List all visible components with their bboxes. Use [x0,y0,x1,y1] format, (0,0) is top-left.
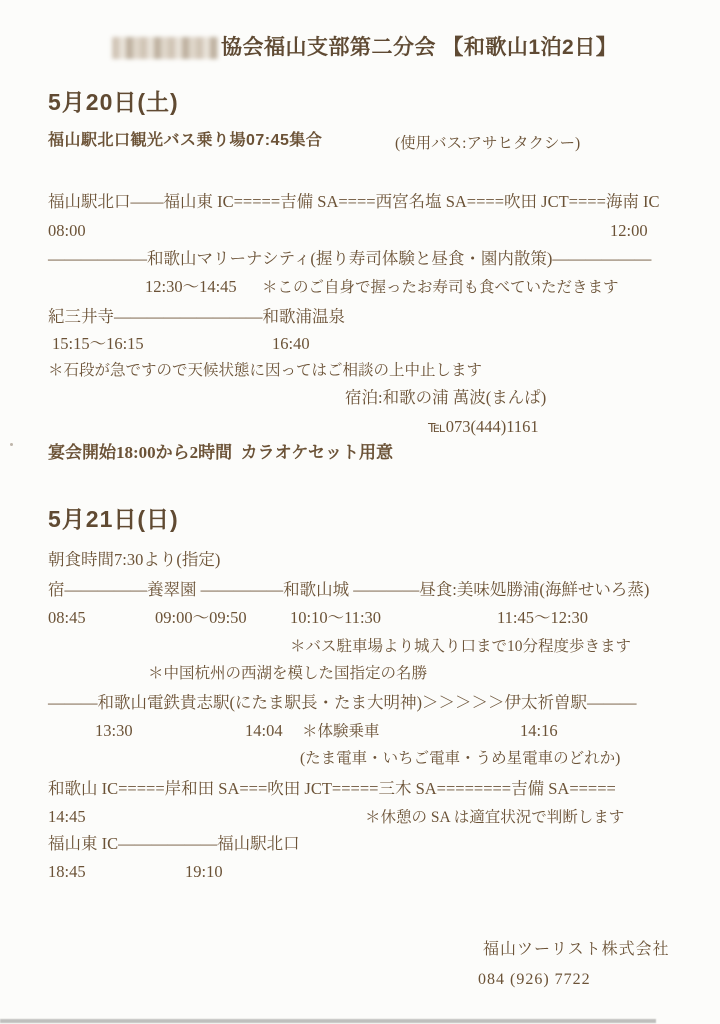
day2-final-depart-time: 18:45 [48,862,86,881]
day1-marina-line: ――――――和歌山マリーナシティ(握り寿司体験と昼食・園内散策)―――――― [48,249,652,268]
day1-kimiidera-line: 紀三井寺―――――――――和歌浦温泉 [48,307,345,326]
day1-lodging: 宿泊:和歌の浦 萬波(まんぱ) [345,388,547,407]
day1-depart-time: 08:00 [48,221,86,240]
day2-time-garden: 09:00〜09:50 [155,608,247,627]
scan-edge-line [0,1019,656,1023]
day2-idakiso-arrive-time: 14:16 [520,721,558,740]
day1-outbound-route: 福山駅北口――福山東 IC=====吉備 SA====西宮名塩 SA====吹田 JCT====海南 IC [48,192,660,211]
day1-heading: 5月20日(土) [48,89,179,115]
day2-return-route: 和歌山 IC=====岸和田 SA===吹田 JCT=====三木 SA========吉備 SA===== [48,779,616,798]
day1-banquet: 宴会開始18:00から2時間 カラオケセット用意 [48,443,393,462]
day2-morning-route: 宿―――――養翠園 ―――――和歌山城 ――――昼食:美味処勝浦(海鮮せいろ蒸) [48,580,650,599]
day1-lodging-tel: ℡073(444)1161 [428,417,539,436]
day1-bus-note: (使用バス:アサヒタクシー) [395,135,581,152]
day2-final-route: 福山東 IC――――――福山駅北口 [48,834,300,853]
day2-train-kind-note: (たま電車・いちご電車・うめ星電車のどれか) [300,750,621,767]
day2-breakfast: 朝食時間7:30より(指定) [48,550,221,569]
day2-time-castle: 10:10〜11:30 [290,608,382,627]
day2-time-hotel: 08:45 [48,608,86,627]
day2-time-lunch: 11:45〜12:30 [497,608,589,627]
day2-final-arrive-time: 19:10 [185,862,223,881]
day2-train-route: ―――和歌山電鉄貴志駅(にたま駅長・たま大明神)＞＞＞＞＞伊太祈曽駅――― [48,693,637,712]
day1-meeting-point: 福山駅北口観光バス乗り場07:45集合 [48,132,323,149]
day1-marina-note: ＊このご自身で握ったお寿司も食べていただきます [262,279,619,296]
day2-return-depart-time: 14:45 [48,807,86,826]
day1-onsen-time: 16:40 [272,334,310,353]
day2-ride-note: ＊体験乗車 [302,723,380,740]
day2-garden-note: ＊中国杭州の西湖を模した国指定の名勝 [148,665,428,682]
day1-kimiidera-time: 15:15〜16:15 [52,334,144,353]
day2-heading: 5月21日(日) [48,506,179,532]
day2-kishi-depart-time: 13:30 [95,721,133,740]
day2-ride-depart-time: 14:04 [245,721,283,740]
day2-castle-note: ＊バス駐車場より城入り口まで10分程度歩きます [290,638,632,655]
scan-speck [10,443,13,446]
footer-phone-number: 084 (926) 7722 [478,971,591,988]
footer-company-name: 福山ツーリスト株式会社 [483,941,670,958]
document-title: 協会福山支部第二分会 【和歌山1泊2日】 [221,36,618,59]
day1-marina-time: 12:30〜14:45 [145,277,237,296]
day1-stairs-note: ＊石段が急ですので天候状態に因ってはご相談の上中止します [48,362,483,379]
day2-sa-note: ＊休憩の SA は適宜状況で判断します [365,809,625,826]
day1-arrive-time: 12:00 [610,221,648,240]
redacted-text-block [112,37,218,59]
